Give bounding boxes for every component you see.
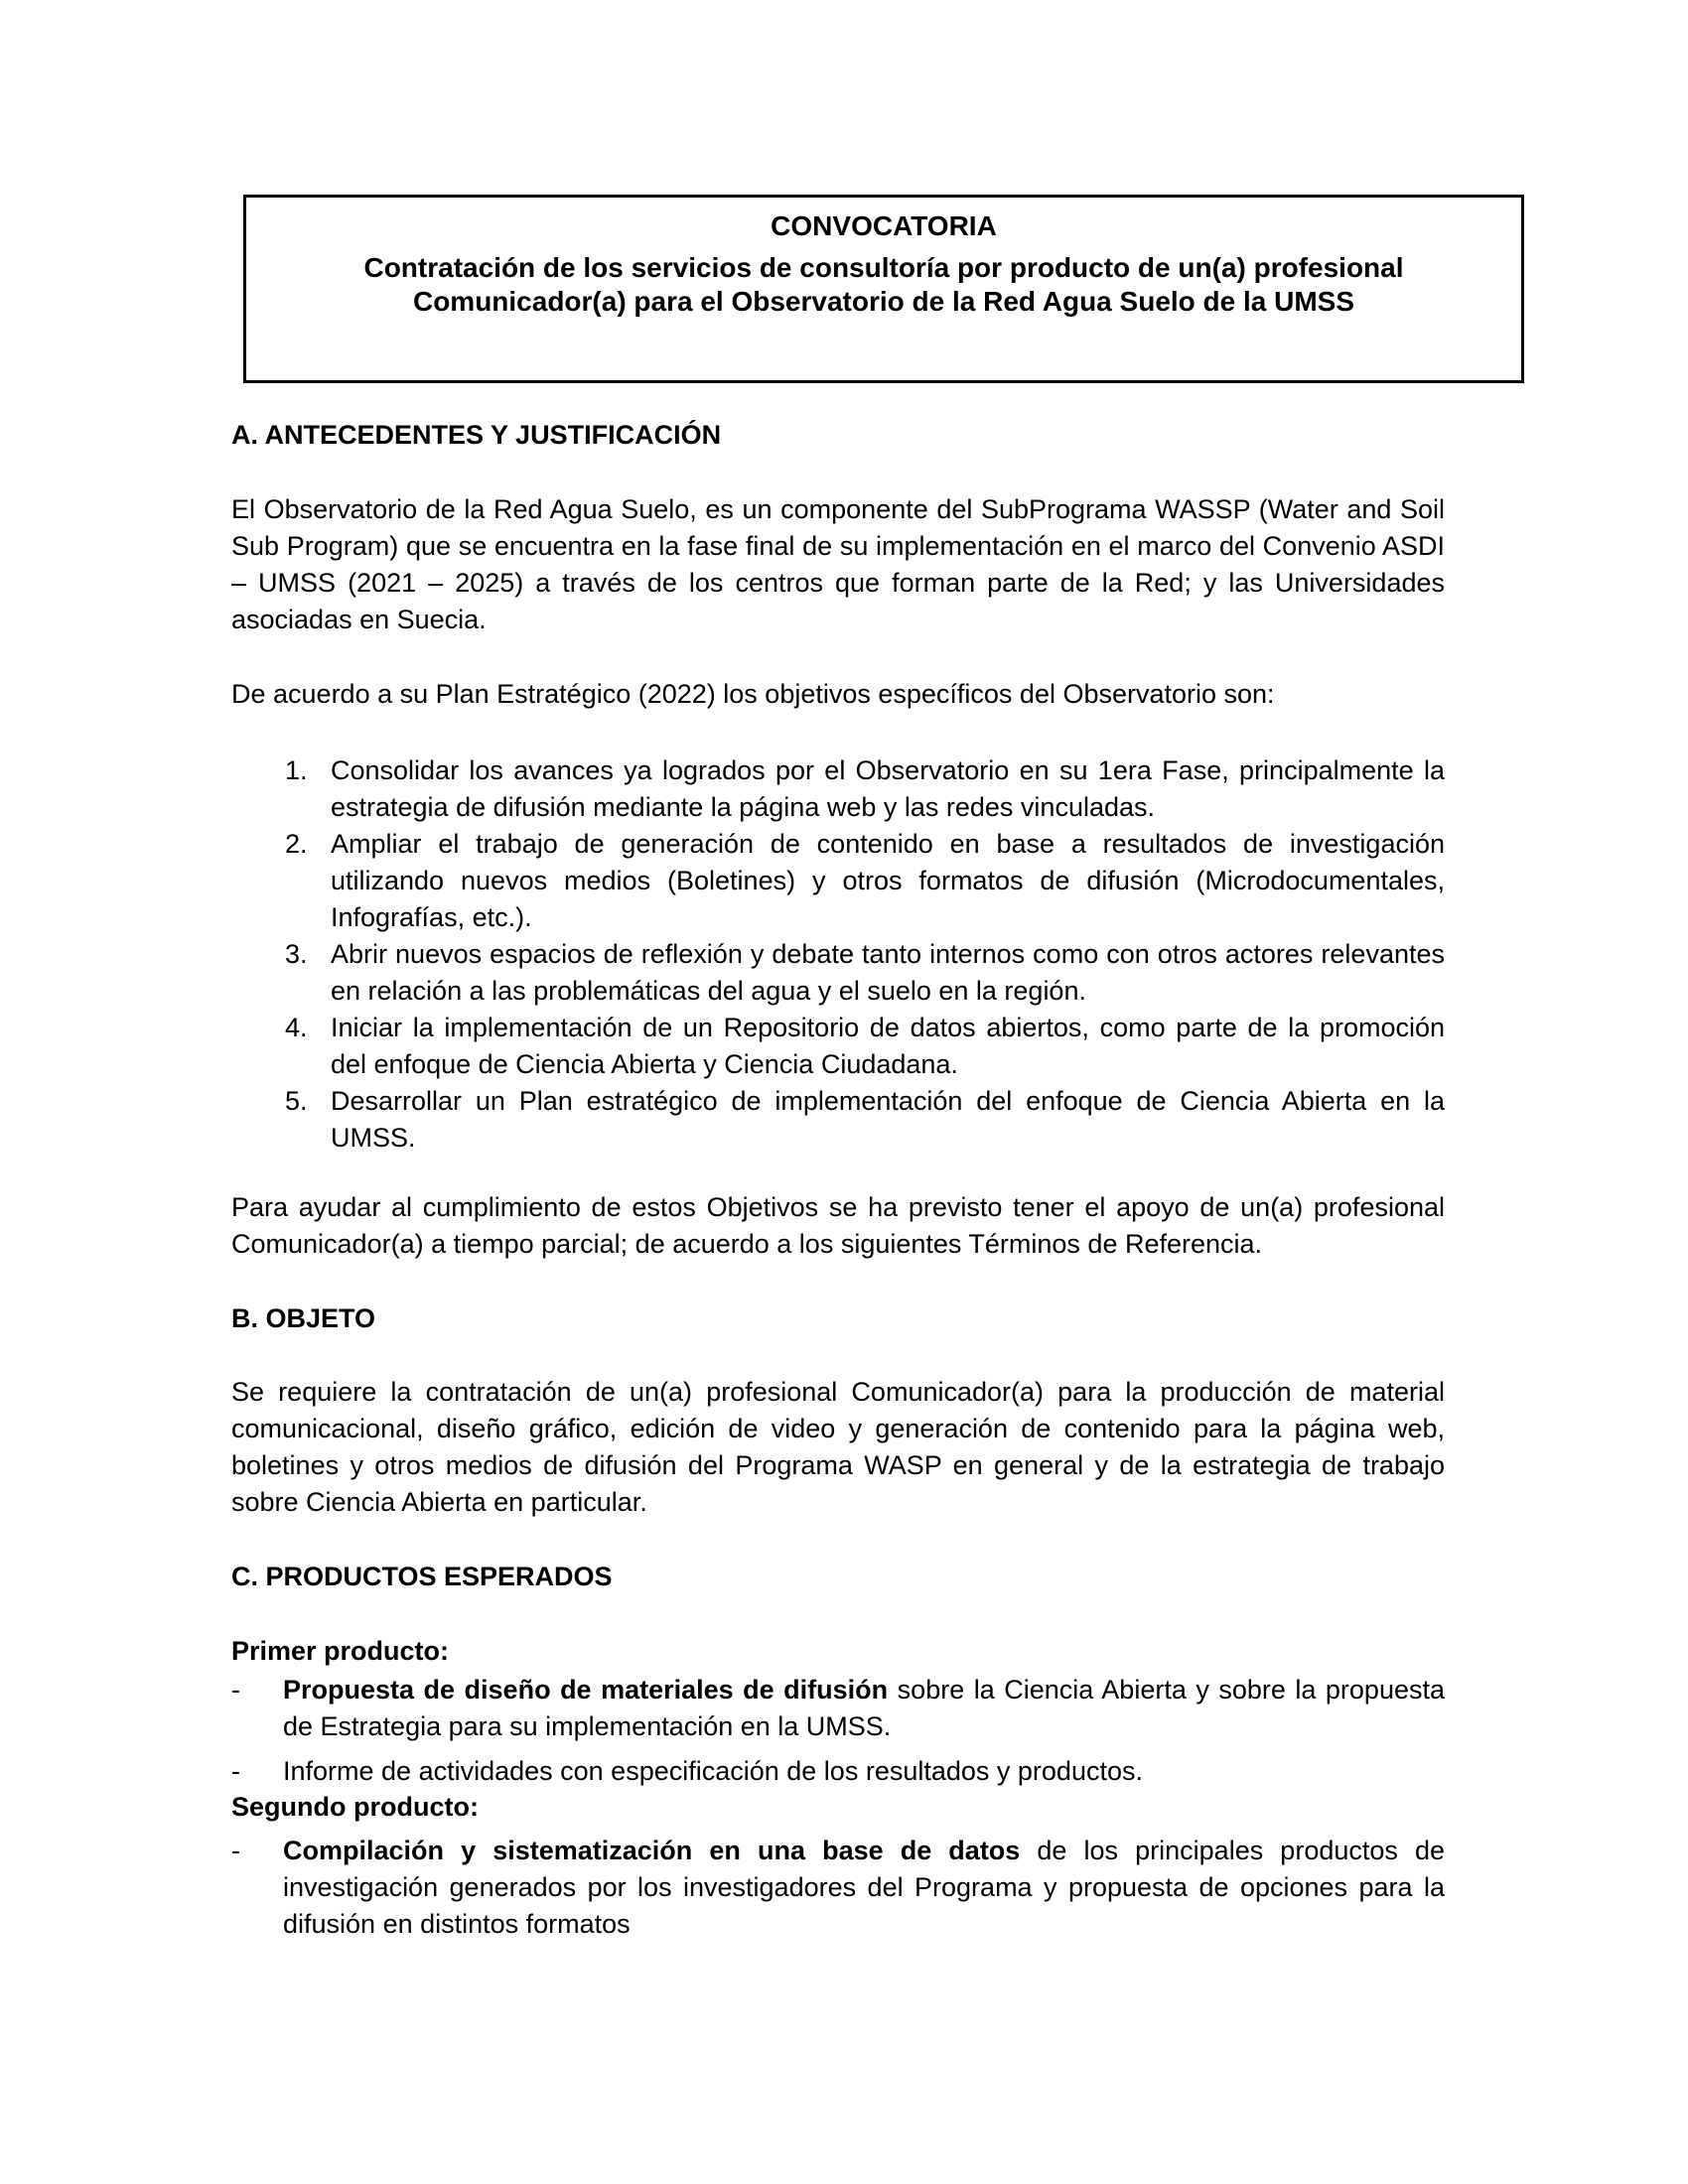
list-item (231, 1672, 1446, 1745)
list-item-number: 2. (285, 829, 308, 859)
list-item-number: 3. (285, 939, 308, 969)
list-item-dash: - (231, 1756, 240, 1786)
list-item (285, 1010, 1445, 1083)
section-c-heading: C. PRODUCTOS ESPERADOS (231, 1562, 613, 1591)
list-item-text: Consolidar los avances ya logrados por el Observatorio en su 1era Fase, principalmente la estrategia de difusión mediante la página web y las redes vinculadas. (331, 755, 1445, 822)
first-product-items (231, 1672, 1445, 1790)
list-item (285, 752, 1445, 826)
list-item-bold-text: Compilación y sistematización en una base de datos (283, 1836, 1021, 1865)
list-item (231, 1753, 1445, 1790)
list-item (285, 936, 1445, 1010)
list-item-dash: - (231, 1675, 240, 1705)
list-item-dash: - (231, 1836, 240, 1865)
list-item (231, 1833, 1446, 1943)
objectives-list (231, 752, 1445, 1157)
second-product-items (231, 1833, 1445, 1943)
second-product-label: Segundo producto: (231, 1792, 479, 1822)
title-box (243, 195, 1524, 383)
list-item-text: Desarrollar un Plan estratégico de implementación del enfoque de Ciencia Abierta en la UMSS. (331, 1086, 1445, 1153)
list-item (285, 1083, 1445, 1157)
section-a-heading: A. ANTECEDENTES Y JUSTIFICACIÓN (231, 420, 722, 450)
section-b-paragraph: Se requiere la contratación de un(a) profesional Comunicador(a) para la producción de material comunicacional, diseño gráfico, edición de video y generación de contenido para la página web, boletines y otros medios de difusión del Programa WASP en general y de la estrategia de trabajo sobre Ciencia Abierta en particular. (231, 1377, 1445, 1517)
section-b-heading: B. OBJETO (231, 1303, 376, 1333)
first-product-label: Primer producto: (231, 1636, 450, 1666)
document-subtitle: Contratación de los servicios de consultoría por producto de un(a) profesional Comunicador(a) para el Observatorio de la Red Agua Suelo de la UMSS (363, 252, 1404, 317)
list-item-text: Abrir nuevos espacios de reflexión y debate tanto internos como con otros actores relevantes en relación a las problemáticas del agua y el suelo en la región. (331, 939, 1445, 1006)
list-item (285, 826, 1445, 936)
section-a-paragraph-2: De acuerdo a su Plan Estratégico (2022) los objetivos específicos del Observatorio son: (231, 679, 1275, 709)
list-item-bold-text: Propuesta de diseño de materiales de difusión (283, 1675, 889, 1705)
list-item-text: de los principales productos de investigación generados por los investigadores del Programa y propuesta de opciones para la difusión en distintos formatos (283, 1836, 1446, 1939)
list-item-text: sobre la Ciencia Abierta y sobre la propuesta de Estrategia para su implementación en la UMSS. (283, 1675, 1446, 1741)
section-a-paragraph-3: Para ayudar al cumplimiento de estos Objetivos se ha previsto tener el apoyo de un(a) profesional Comunicador(a) a tiempo parcial; de acuerdo a los siguientes Términos de Referencia. (231, 1192, 1445, 1259)
list-item-number: 5. (285, 1086, 308, 1116)
list-item-text: Iniciar la implementación de un Repositorio de datos abiertos, como parte de la promoción del enfoque de Ciencia Abierta y Ciencia Ciudadana. (331, 1013, 1445, 1079)
second-product-list (231, 1833, 1445, 1943)
list-item-number: 1. (285, 755, 308, 785)
list-item-number: 4. (285, 1013, 308, 1042)
list-item-text: Ampliar el trabajo de generación de contenido en base a resultados de investigación utilizando nuevos medios (Boletines) y otros formatos de difusión (Microdocumentales, Infografías, etc.). (331, 829, 1445, 932)
first-product-list (231, 1672, 1445, 1790)
list-item-text: Informe de actividades con especificación de los resultados y productos. (283, 1756, 1143, 1786)
section-a-paragraph-1: El Observatorio de la Red Agua Suelo, es un componente del SubPrograma WASSP (Water and Soil Sub Program) que se encuentra en la fase final de su implementación en el marco del Convenio ASDI – UMSS (2021 – 2025) a través de los centros que forman parte de la Red; y las Universidades asociadas en Suecia. (231, 494, 1445, 634)
document-title: CONVOCATORIA (771, 210, 997, 241)
